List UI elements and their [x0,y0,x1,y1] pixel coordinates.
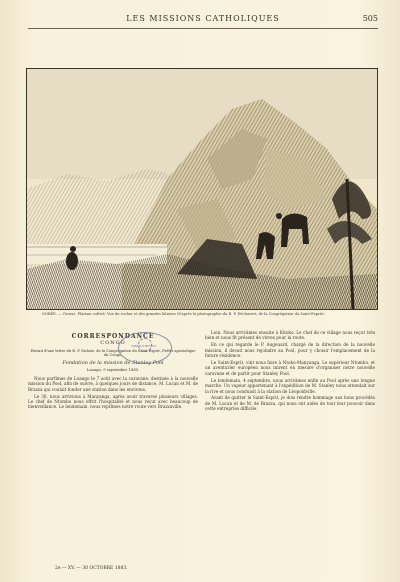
right-column [205,330,375,413]
paragraph: Le Saint-Esprit, vint nous faire à Ntoko-Manyanga. Le supérieur Ntombo, et un aventurier européen nous mirent en mesure d'organiser notre nouvelle caravane et de partir pour Stanley Pool. [205,360,375,376]
running-header [28,14,378,29]
paragraph: Nous partîmes de Loango le 7 août avec la caravane, destinée à la nouvelle mission du Pool, afin de suivre, à quelques jours de distance, M. Lucan et M. de Brazza qui voulait fonder une station dans les environs. [28,375,198,392]
journal-title: LES MISSIONS CATHOLIQUES [126,14,280,23]
paragraph: Avant de quitter le Saint-Esprit, je dois rendre hommage aux bons procédés de M. Lucan et de M. de Brazza, qui nous ont aidés de tout leur pouvoir dans cette entreprise difficile. [205,395,375,412]
page-number: 505 [362,14,378,23]
sub-title: CONGO [100,340,126,347]
illustration-caption: GORÉE. — Grosse. Plateau cultivé. Vue du rocher et des grandes falaises (d'après la photographie du R. P. Déchavert, de la Congrégation du Saint-Esprit). [42,312,325,316]
paragraph: Le 30, nous arrivions à Manyanga, après avoir traversé plusieurs villages. Le chef de Ntombo nous offrit l'hospitalité et nous reçut avec beaucoup de bienveillance. Le lendemain, nous reprîmes notre route vers Brazzaville. [28,393,198,410]
article-title: Fondation de la mission de Stanley Pool [62,360,164,366]
date-line: Loango, 5 septembre 1883. [86,367,140,373]
paragraph: Loin. Nous arrivâmes ensuite à Kitoko. Le chef de ce village nous reçut très bien et nous fit présent de vivres pour la route. [205,330,375,341]
library-stamp-text: BIBLIOTHÈQUE [131,344,157,348]
issue-footer: 2e — XV. — 30 OCTOBRE 1883. [55,566,128,571]
left-column [28,330,198,411]
paragraph: Le lendemain, 4 septembre, nous arrivâmes enfin au Pool après une longue marche. Un vapeur appartenant à l'expédition de M. Stanley nous attendait sur la rive et nous conduisit à la station de Léopoldville. [205,377,375,394]
section-title: CORRESPONDANCE [71,333,155,340]
engraving-illustration [26,68,378,310]
paragraph: En ce qui regarde le P. Augouard, chargé de la direction de la nouvelle mission, il devait nous rejoindre au Pool, pour y choisir l'emplacement de la future résidence. [205,342,375,359]
author-note: Extrait d'une lettre du R. P. Dubois, de la Congrégation du Saint-Esprit, Préfet apostolique du Congo. [30,348,196,358]
